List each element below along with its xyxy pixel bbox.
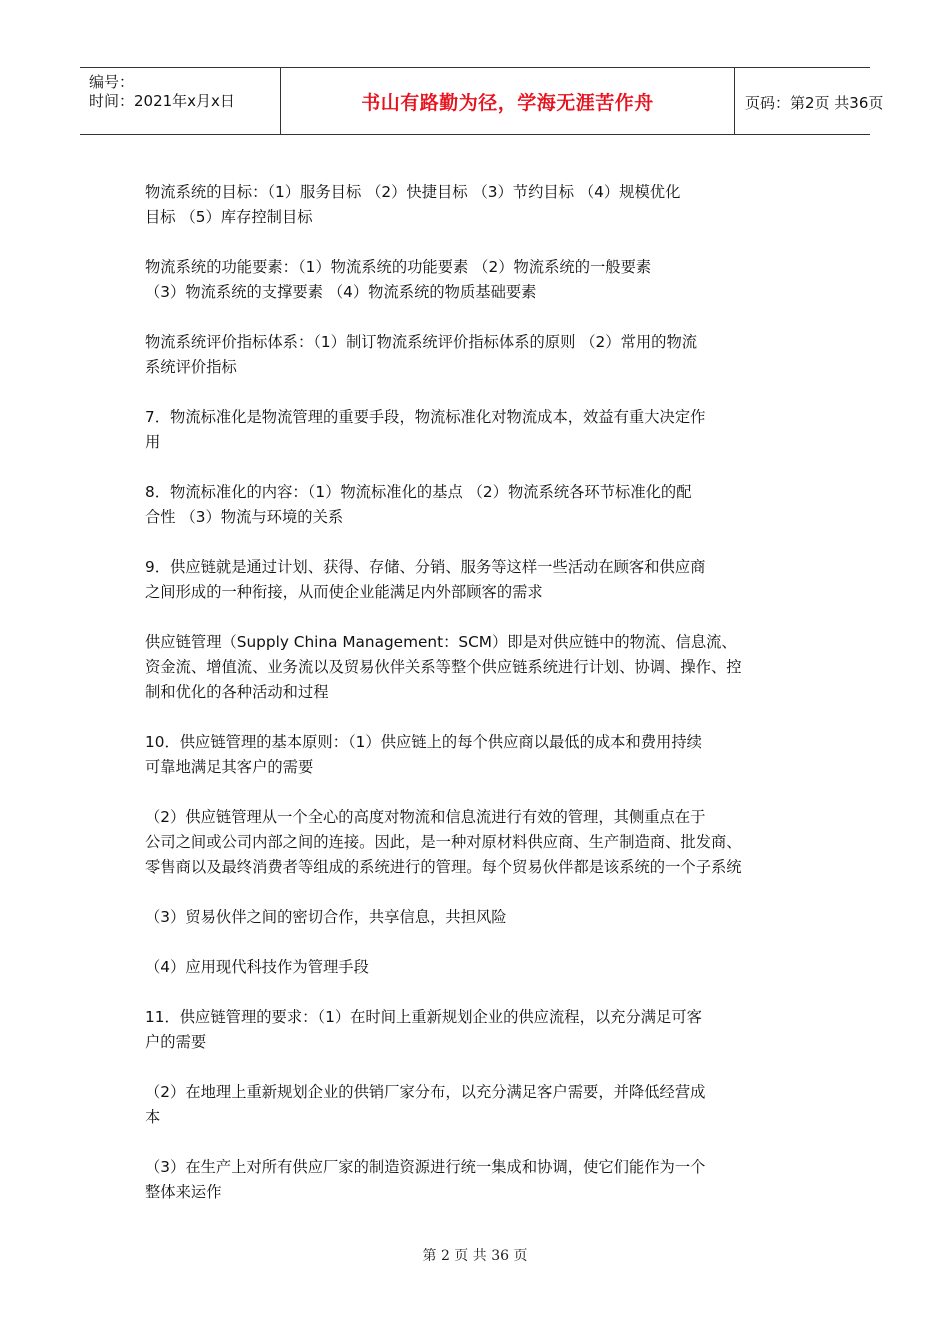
header-page-cell xyxy=(735,68,884,134)
header-info-cell xyxy=(80,68,280,134)
paragraph xyxy=(145,1005,805,1055)
paragraph-line: 物流系统的目标：（1）服务目标 （2）快捷目标 （3）节约目标 （4）规模优化 xyxy=(145,183,681,201)
paragraph-line: 9．供应链就是通过计划、获得、存储、分销、服务等这样一些活动在顾客和供应商 xyxy=(145,558,706,576)
paragraph-line: 系统评价指标 xyxy=(145,358,237,376)
paragraph-line: 之间形成的一种衔接，从而使企业能满足内外部顾客的需求 xyxy=(145,583,543,601)
paragraph-line: （4）应用现代科技作为管理手段 xyxy=(145,958,369,976)
paragraph-line: 零售商以及最终消费者等组成的系统进行的管理。每个贸易伙伴都是该系统的一个子系统 xyxy=(145,858,742,876)
paragraph xyxy=(145,180,805,230)
paragraph xyxy=(145,955,805,980)
paragraph-line: （3）物流系统的支撑要素 （4）物流系统的物质基础要素 xyxy=(145,283,537,301)
paragraph-line: 用 xyxy=(145,433,161,451)
paragraph-line: 本 xyxy=(145,1108,161,1126)
page-header xyxy=(80,67,884,135)
paragraph xyxy=(145,480,805,530)
paragraph-line: 10．供应链管理的基本原则：（1）供应链上的每个供应商以最低的成本和费用持续 xyxy=(145,733,702,751)
paragraph xyxy=(145,1155,805,1205)
paragraph-line: 目标 （5）库存控制目标 xyxy=(145,208,313,226)
paragraph-line: 7．物流标准化是物流管理的重要手段，物流标准化对物流成本，效益有重大决定作 xyxy=(145,408,706,426)
page-footer: 第 2 页 共 36 页 xyxy=(422,1248,528,1264)
paragraph-line: 8．物流标准化的内容：（1）物流标准化的基点 （2）物流系统各环节标准化的配 xyxy=(145,483,692,501)
paragraph xyxy=(145,555,805,605)
paragraph-line: 物流系统评价指标体系：（1）制订物流系统评价指标体系的原则 （2）常用的物流 xyxy=(145,333,698,351)
paragraph-line: （3）在生产上对所有供应厂家的制造资源进行统一集成和协调，使它们能作为一个 xyxy=(145,1158,706,1176)
paragraph xyxy=(145,405,805,455)
document-number-label: 编号： xyxy=(89,73,135,91)
paragraph-line: 制和优化的各种活动和过程 xyxy=(145,683,329,701)
paragraph-line: 公司之间或公司内部之间的连接。因此，是一种对原材料供应商、生产制造商、批发商、 xyxy=(145,833,742,851)
paragraph xyxy=(145,805,805,880)
paragraph xyxy=(145,730,805,780)
paragraph-line: （2）在地理上重新规划企业的供销厂家分布，以充分满足客户需要，并降低经营成 xyxy=(145,1083,706,1101)
paragraph-line: 合性 （3）物流与环境的关系 xyxy=(145,508,344,526)
header-page-info: 页码：第2页 共36页 xyxy=(745,94,884,112)
paragraph-line: 可靠地满足其客户的需要 xyxy=(145,758,314,776)
header-motto: 书山有路勤为径，学海无涯苦作舟 xyxy=(361,92,654,114)
document-date: 时间：2021年x月x日 xyxy=(89,92,235,110)
paragraph-line: 户的需要 xyxy=(145,1033,207,1051)
paragraph-line: 整体来运作 xyxy=(145,1183,222,1201)
paragraph-line: （2）供应链管理从一个全心的高度对物流和信息流进行有效的管理，其侧重点在于 xyxy=(145,808,706,826)
paragraph xyxy=(145,330,805,380)
header-motto-cell xyxy=(280,68,735,134)
paragraph-line: （3）贸易伙伴之间的密切合作，共享信息，共担风险 xyxy=(145,908,507,926)
paragraph xyxy=(145,1080,805,1130)
paragraph xyxy=(145,630,805,705)
paragraph-line: 11．供应链管理的要求：（1）在时间上重新规划企业的供应流程，以充分满足可客 xyxy=(145,1008,702,1026)
paragraph-line: 资金流、增值流、业务流以及贸易伙伴关系等整个供应链系统进行计划、协调、操作、控 xyxy=(145,658,742,676)
paragraph xyxy=(145,255,805,305)
paragraph-line: 供应链管理（Supply China Management：SCM）即是对供应链中的物流、信息流、 xyxy=(145,633,737,651)
paragraph xyxy=(145,905,805,930)
paragraph-line: 物流系统的功能要素：（1）物流系统的功能要素 （2）物流系统的一般要素 xyxy=(145,258,652,276)
